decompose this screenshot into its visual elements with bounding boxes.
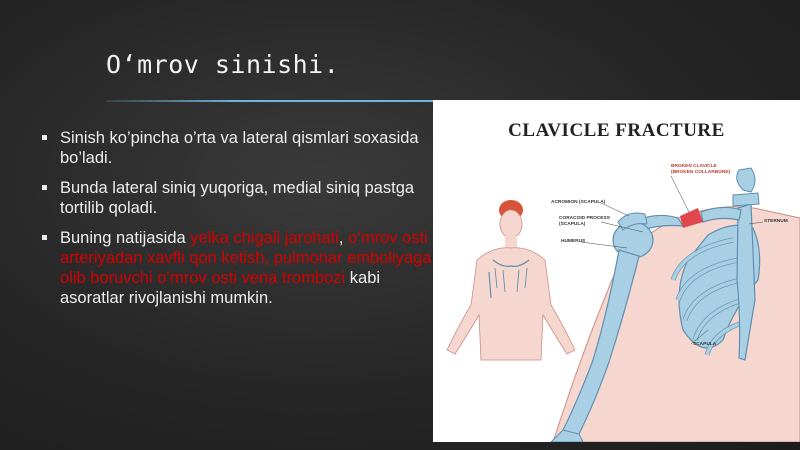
- neck-shape: [505, 236, 517, 248]
- label-scapula: SCAPULA: [693, 342, 717, 347]
- bullet-text-comma: ,: [338, 229, 349, 247]
- figure-title: CLAVICLE FRACTURE: [508, 120, 725, 141]
- title-underline: [106, 100, 436, 102]
- bullet-list: [42, 128, 432, 318]
- label-humerus: HUMERUS: [561, 239, 586, 244]
- bullet-text-prefix: Buning natijasida: [60, 229, 191, 247]
- torso-shape: [447, 248, 575, 360]
- bullet-text: Sinish ko’pincha o’rta va lateral qismlari soxasida bo’ladi.: [60, 129, 419, 167]
- bullet-item-1: [42, 128, 432, 168]
- body-figure: [447, 200, 575, 360]
- label-acromion: ACROMION (SCAPULA): [551, 200, 606, 205]
- vertebra-bone: [733, 168, 759, 206]
- label-sternum: STERNUM: [764, 219, 788, 224]
- clavicle-fracture-figure: [433, 100, 800, 442]
- label-broken-clavicle: BROKEN CLAVICLE (BROKEN COLLARBONE): [671, 164, 731, 175]
- anatomy-illustration: [433, 100, 800, 442]
- bullet-text: Bunda lateral siniq yuqoriga, medial siniq pastga tortilib qoladi.: [60, 179, 415, 217]
- slide-title: O‘mrov sinishi.: [106, 50, 340, 79]
- highlight-brachial-plexus: yelka chigali jarohati: [190, 229, 339, 247]
- head-shape: [500, 210, 522, 238]
- bullet-item-2: [42, 178, 432, 218]
- bullet-text-suffix: kabi asoratlar rivojlanishi mumkin.: [60, 269, 381, 307]
- bullet-item-3: [42, 228, 432, 308]
- label-coracoid: CORACOID PROCESS (SCAPULA): [559, 216, 610, 227]
- highlight-complications: o‘mrov osti arteriyadan xavfli qon ketish, pulmonar emboliyaga olib boruvchi o‘mrov osti vena trombozi: [60, 229, 432, 287]
- shoulder-anatomy: [551, 168, 800, 442]
